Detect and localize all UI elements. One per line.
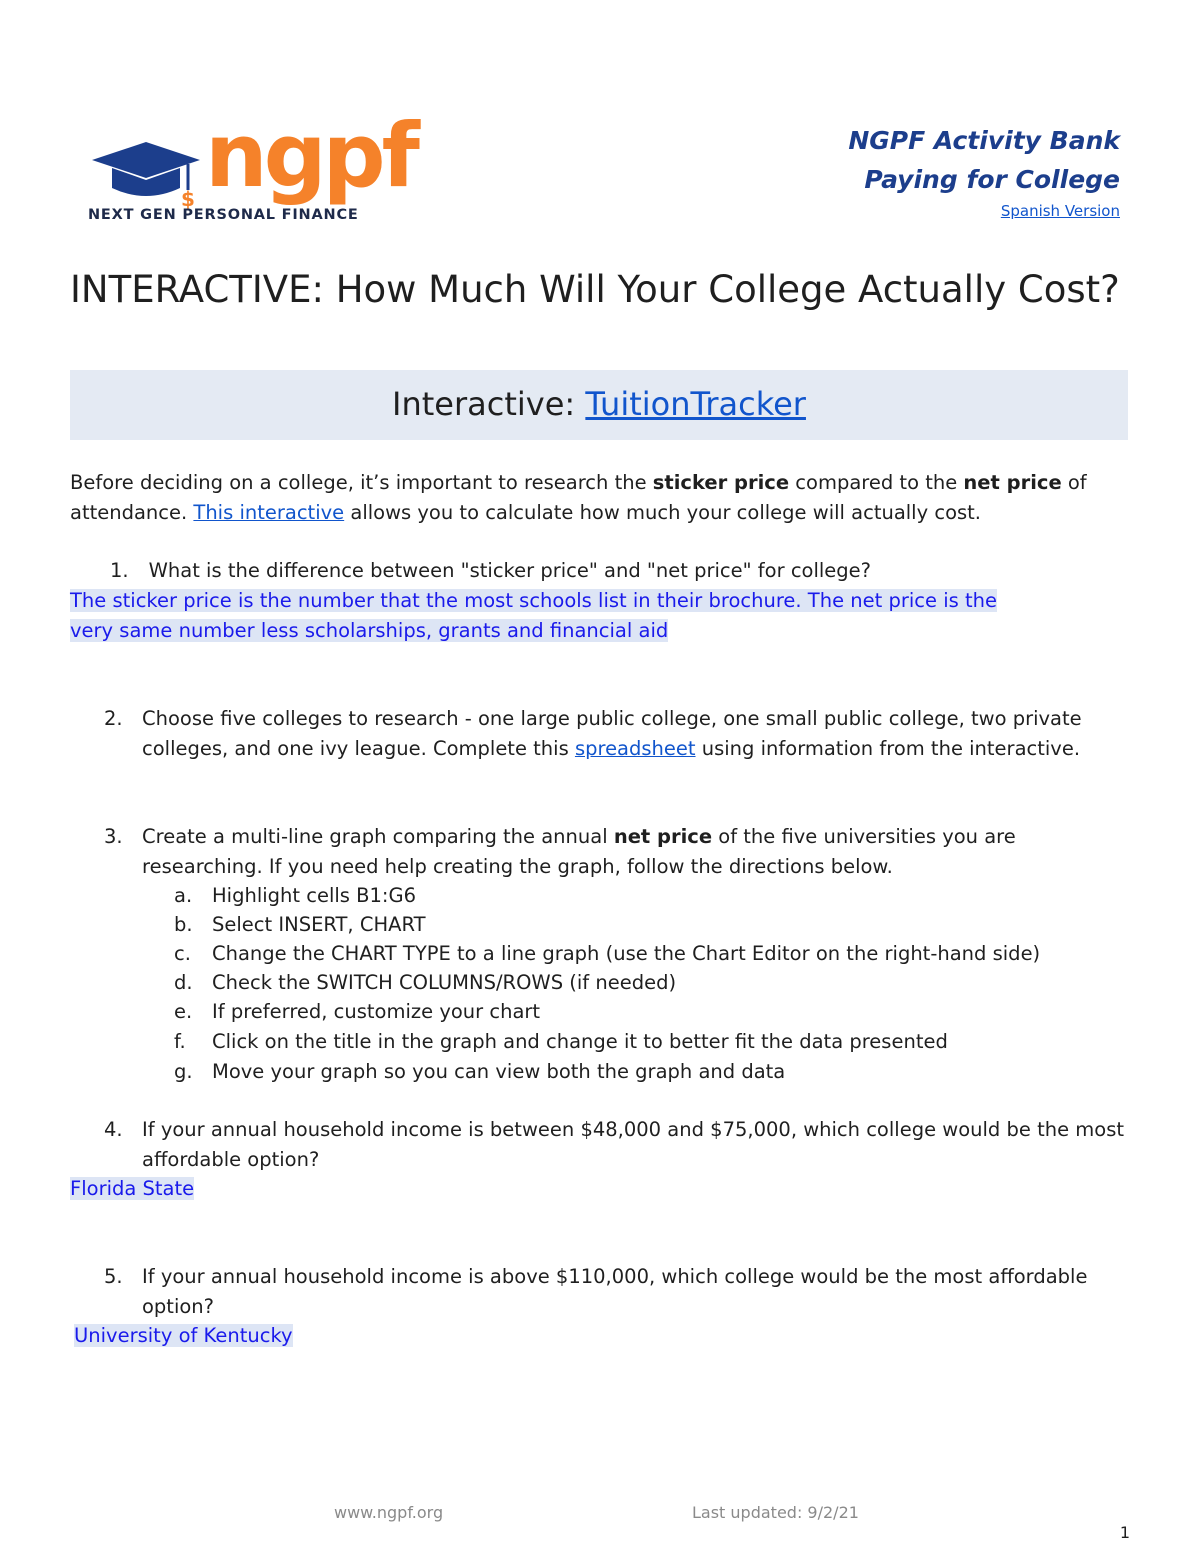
step-d: d. Check the SWITCH COLUMNS/ROWS (if needed) xyxy=(174,971,677,994)
question-number: 4. xyxy=(104,1118,123,1141)
question-number: 2. xyxy=(104,707,123,730)
question-number: 1. xyxy=(110,559,129,582)
page-title: INTERACTIVE: How Much Will Your College Actually Cost? xyxy=(70,268,1120,311)
question-text: What is the difference between "sticker price" and "net price" for college? xyxy=(148,559,872,582)
graduation-cap-icon xyxy=(88,134,213,214)
interactive-banner xyxy=(70,370,1128,440)
step-e: e. If preferred, customize your chart xyxy=(174,1000,541,1023)
footer-updated: Last updated: 9/2/21 xyxy=(692,1503,859,1522)
question-1 xyxy=(110,556,871,586)
logo-tagline: NEXT GEN PERSONAL FINANCE xyxy=(88,207,359,223)
answer-1: The sticker price is the number that the most schools list in their brochure. The net price is the very same number less scholarships, grants and financial aid xyxy=(70,589,997,642)
question-number: 3. xyxy=(104,825,123,848)
tuitiontracker-link[interactable]: TuitionTracker xyxy=(585,385,806,423)
question-5: 5. If your annual household income is above $110,000, which college would be the most affordable option? xyxy=(104,1262,1134,1321)
this-interactive-link[interactable]: This interactive xyxy=(193,500,345,524)
logo-wordmark: ngpf xyxy=(205,104,416,207)
footer-site: www.ngpf.org xyxy=(334,1503,444,1522)
activity-bank-label: NGPF Activity Bank xyxy=(848,126,1120,155)
step-b: b. Select INSERT, CHART xyxy=(174,913,426,936)
question-number: 5. xyxy=(104,1265,123,1288)
question-2: 2. Choose five colleges to research - one large public college, one small public college, two private colleges, and one ivy league. Complete this spreadsheet using information from the interactive. xyxy=(104,704,1134,763)
step-a: a. Highlight cells B1:G6 xyxy=(174,884,417,907)
spanish-version-link[interactable]: Spanish Version xyxy=(1000,202,1120,220)
svg-text:$: $ xyxy=(181,187,195,211)
banner-prefix: Interactive: xyxy=(392,385,586,423)
spreadsheet-link[interactable]: spreadsheet xyxy=(574,736,696,760)
question-4: 4. If your annual household income is between $48,000 and $75,000, which college would be the most affordable option? xyxy=(104,1115,1134,1174)
unit-label: Paying for College xyxy=(864,165,1120,194)
intro-paragraph: Before deciding on a college, it’s important to research the sticker price compared to the net price of attendance. This interactive allows you to calculate how much your college will actually cost. xyxy=(70,471,1087,524)
question-3: 3. Create a multi-line graph comparing the annual net price of the five universities you are researching. If you need help creating the graph, follow the directions below. xyxy=(104,822,1134,881)
step-f: f. Click on the title in the graph and change it to better fit the data presented xyxy=(174,1030,948,1053)
step-c: c. Change the CHART TYPE to a line graph (use the Chart Editor on the right-hand side) xyxy=(174,942,1041,965)
page-number: 1 xyxy=(1119,1523,1130,1542)
answer-5: University of Kentucky xyxy=(74,1324,293,1347)
step-g: g. Move your graph so you can view both the graph and data xyxy=(174,1060,786,1083)
answer-4: Florida State xyxy=(70,1177,195,1200)
